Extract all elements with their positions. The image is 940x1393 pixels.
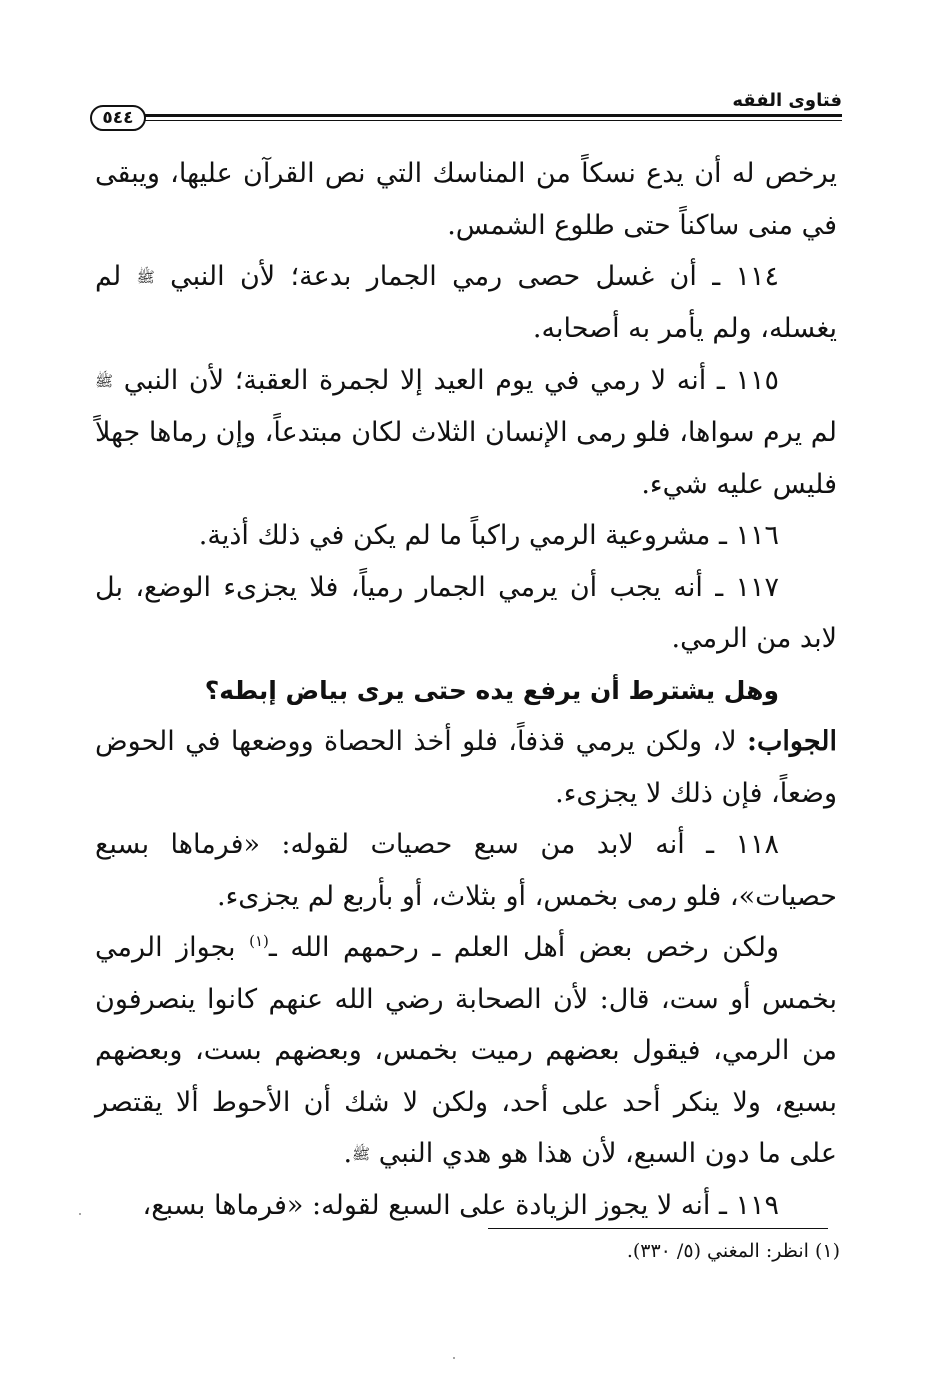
paragraph-text: مشروعية الرمي راكباً ما لم يكن في ذلك أذية. xyxy=(198,520,711,551)
header-rule-thin xyxy=(144,120,842,121)
paragraph-text: لم يغسله، ولم يأمر به أصحابه. xyxy=(95,261,837,345)
paragraph-114 xyxy=(95,251,837,355)
footnote-1 xyxy=(627,1240,840,1262)
page-header xyxy=(90,84,842,132)
honorific-glyph: ﷺ xyxy=(136,267,155,286)
honorific-glyph: ﷺ xyxy=(352,1144,371,1163)
footnote-separator xyxy=(488,1228,828,1229)
question-text: وهل يشترط أن يرفع يده حتى يرى بياض إبطه؟ xyxy=(204,675,779,705)
item-number: ١١٥ ـ xyxy=(716,364,779,396)
paragraph-text: أنه يجب أن يرمي الجمار رمياً، فلا يجزىء الوضع، بل لابد من الرمي. xyxy=(95,571,837,654)
paragraph-text: أنه لابد من سبع حصيات لقوله: «فرماها بسبع حصيات»، فلو رمى بخمس، أو بثلاث، أو بأربع لم يجزىء. xyxy=(95,829,837,912)
paragraph-text: أنه لا رمي في يوم العيد إلا لجمرة العقبة؛ لأن النبي xyxy=(123,364,707,396)
item-number: ١١٨ ـ xyxy=(706,829,779,860)
item-number: ١١٧ ـ xyxy=(715,571,779,603)
paragraph-text: يرخص له أن يدع نسكاً من المناسك التي نص القرآن عليها، ويبقى في منى ساكناً حتى طلوع الشمس. xyxy=(95,158,837,241)
paragraph-115 xyxy=(95,355,837,510)
honorific-glyph: ﷺ xyxy=(95,371,114,390)
page-number-badge: ٥٤٤ xyxy=(90,105,146,131)
item-number: ١١٤ ـ xyxy=(712,261,780,292)
item-number: ١١٦ ـ xyxy=(718,520,779,551)
paragraph-117 xyxy=(95,562,837,665)
item-number: ١١٩ ـ xyxy=(718,1190,779,1222)
scan-speck xyxy=(79,1213,81,1215)
footnote-reference[interactable]: (١) xyxy=(249,932,269,950)
answer-paragraph xyxy=(95,716,837,819)
paragraph-text: أن غسل حصى رمي الجمار بدعة؛ لأن النبي xyxy=(170,261,697,292)
paragraph-rukhsa xyxy=(95,922,837,1180)
paragraph-end: . xyxy=(343,1138,353,1169)
running-title: فتاوى الفقه xyxy=(732,90,842,111)
header-rule-thick xyxy=(144,114,842,117)
paragraph-116 xyxy=(95,510,837,562)
paragraph-118 xyxy=(95,819,837,922)
scan-speck xyxy=(453,1357,455,1359)
main-text xyxy=(95,148,837,1232)
paragraph-119 xyxy=(95,1180,837,1232)
paragraph-1 xyxy=(95,148,837,251)
question-line xyxy=(95,665,837,717)
footnote-text: انظر: المغني (٥/ ٣٣٠). xyxy=(626,1240,809,1262)
paragraph-text: ولكن رخص بعض أهل العلم ـ رحمهم الله ـ xyxy=(268,932,779,963)
footnote-marker: (١) xyxy=(814,1240,840,1262)
answer-text: لا، ولكن يرمي قذفاً، فلو أخذ الحصاة ووضعها في الحوض وضعاً، فإن ذلك لا يجزىء. xyxy=(95,726,837,809)
paragraph-text: لم يرم سواها، فلو رمى الإنسان الثلاث لكان مبتدعاً، وإن رماها جهلاً فليس عليه شيء. xyxy=(95,417,837,500)
paragraph-text: أنه لا يجوز الزيادة على السبع لقوله: «فرماها بسبع، xyxy=(142,1190,711,1222)
paragraph-text: بجواز الرمي بخمس أو ست، قال: لأن الصحابة رضي الله عنهم كانوا ينصرفون من الرمي، فيقول بعضهم رميت بخمس، وبعضهم بست، وبعضهم بسبع، ولا ينكر أحد على أحد، ولكن لا شك أن الأحوط ألا يقتصر على ما دون السبع، لأن هذا هو هدي النبي xyxy=(95,932,837,1169)
answer-label: الجواب: xyxy=(746,726,837,757)
